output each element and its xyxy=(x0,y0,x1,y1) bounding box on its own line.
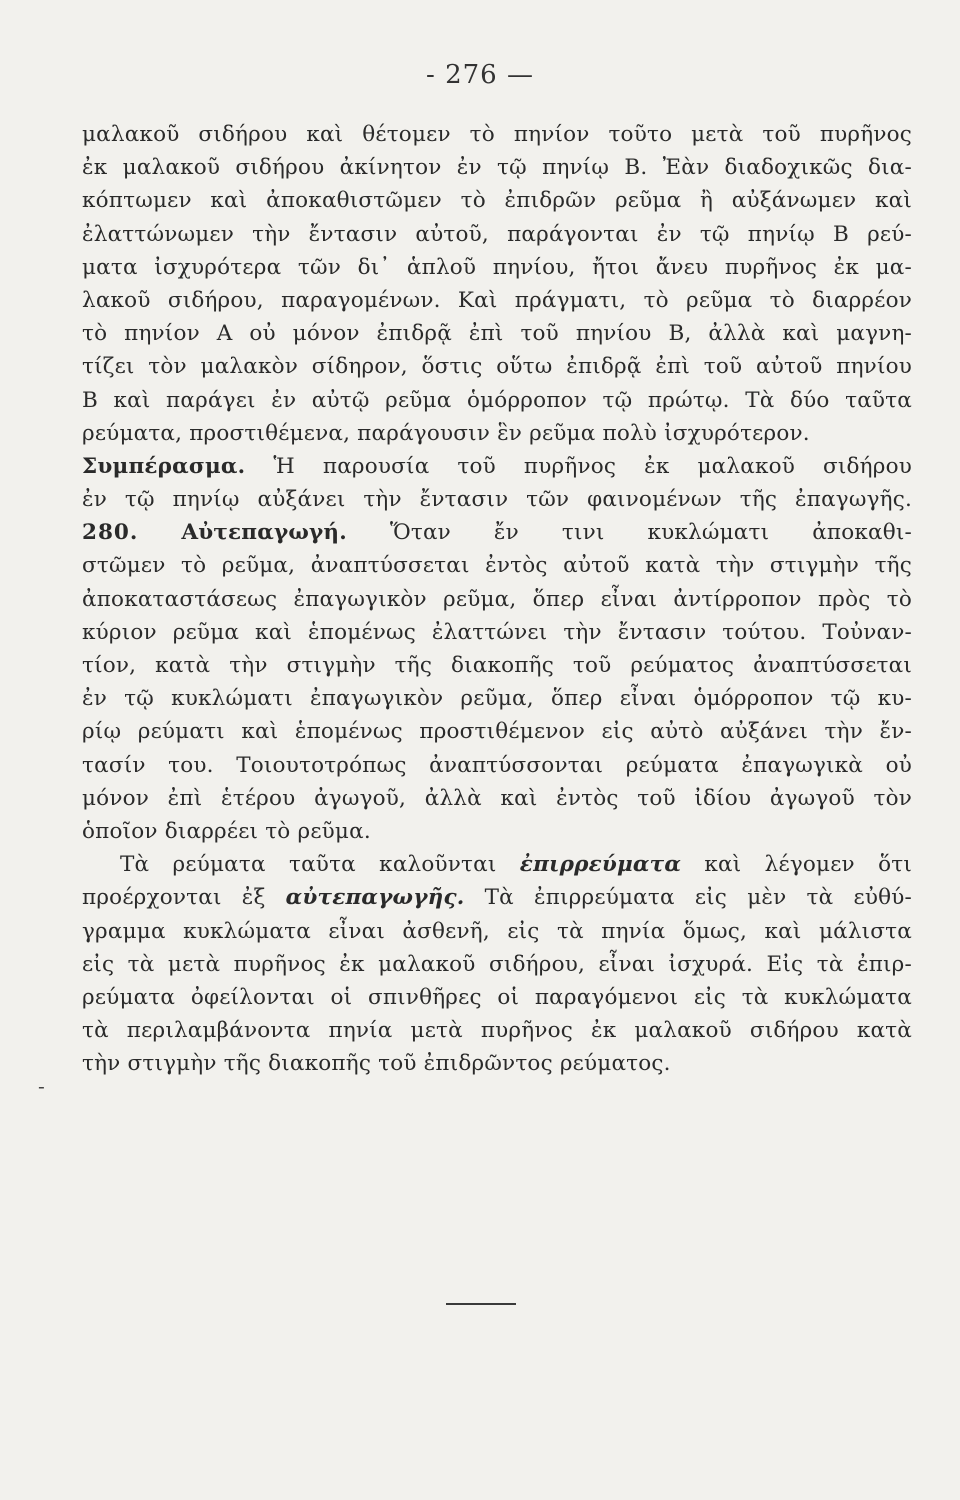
text-line: κύριον ρεῦμα καὶ ἑπομένως ἐλαττώνει τὴν ἔντασιν τούτου. Τοὐναν- xyxy=(82,619,912,645)
text-line: ρεύματα, προστιθέμενα, παράγουσιν ἓν ρεῦμα πολὺ ἰσχυρότερον. xyxy=(82,420,810,446)
section-heading-line xyxy=(82,516,912,549)
section-number: 280. xyxy=(82,520,139,546)
section-title: Αὐτεπαγωγή. xyxy=(181,520,347,546)
text-line: μόνον ἐπὶ ἑτέρου ἀγωγοῦ, ἀλλὰ καὶ ἐντὸς τοῦ ἰδίου ἀγωγοῦ τὸν xyxy=(82,785,912,811)
conclusion-heading: Συμπέρασμα. xyxy=(82,453,246,479)
text-line: τίζει τὸν μαλακὸν σίδηρον, ὅστις οὕτω ἐπιδρᾷ ἐπὶ τοῦ αὐτοῦ πηνίου xyxy=(82,354,912,380)
text-line: τασίν του. Τοιουτοτρόπως ἀναπτύσσονται ρεύματα ἐπαγωγικὰ οὐ xyxy=(82,752,912,778)
text-line: ἀποκαταστάσεως ἐπαγωγικὸν ρεῦμα, ὅπερ εἶναι ἀντίρροπον πρὸς τὸ xyxy=(82,586,912,612)
text-line: εἰς τὰ μετὰ πυρῆνος ἐκ μαλακοῦ σιδήρου, εἶναι ἰσχυρά. Εἰς τὰ ἐπιρ- xyxy=(82,951,912,977)
final-line-2 xyxy=(82,881,912,914)
text-line: στῶμεν τὸ ρεῦμα, ἀναπτύσσεται ἐντὸς αὐτοῦ κατὰ τὴν στιγμὴν τῆς xyxy=(82,553,912,579)
page-number: - 276 — xyxy=(426,60,534,90)
text-line: τὴν στιγμὴν τῆς διακοπῆς τοῦ ἐπιδρῶντος ρεύματος. xyxy=(82,1051,671,1077)
body-text xyxy=(82,118,912,1080)
text-line: ρεύματα ὀφείλονται οἱ σπινθῆρες οἱ παραγόμενοι εἰς τὰ κυκλώματα xyxy=(82,984,912,1010)
text-line: Β καὶ παράγει ἐν αὐτῷ ρεῦμα ὁμόρροπον τῷ πρώτῳ. Τὰ δύο ταῦτα xyxy=(82,387,912,413)
final-line-1 xyxy=(82,848,912,881)
text-line: γραμμα κυκλώματα εἶναι ἀσθενῆ, εἰς τὰ πηνία ὅμως, καὶ μάλιστα xyxy=(82,918,912,944)
section-text: Ὅταν ἔν τινι κυκλώματι ἀποκαθι- xyxy=(389,520,912,546)
margin-mark: - xyxy=(38,1074,45,1098)
conclusion-text: Ἡ παρουσία τοῦ πυρῆνος ἐκ μαλακοῦ σιδήρου xyxy=(273,453,912,479)
text-line: μαλακοῦ σιδήρου καὶ θέτομεν τὸ πηνίον τοῦτο μετὰ τοῦ πυρῆνος xyxy=(82,122,912,147)
text-line: λακοῦ σιδήρου, παραγομένων. Καὶ πράγματι, τὸ ρεῦμα τὸ διαρρέον xyxy=(82,287,912,313)
text-line: ὁποῖον διαρρέει τὸ ρεῦμα. xyxy=(82,818,371,844)
conclusion-line-2: ἐν τῷ πηνίῳ αὐξάνει τὴν ἔντασιν τῶν φαινομένων τῆς ἐπαγωγῆς. xyxy=(82,487,912,513)
text-line: ματα ἰσχυρότερα τῶν δι᾽ ἁπλοῦ πηνίου, ἤτοι ἄνευ πυρῆνος ἐκ μα- xyxy=(82,254,912,280)
final-text: Τὰ ἐπιρρεύματα εἰς μὲν τὰ εὐθύ- xyxy=(484,885,912,911)
text-line: ἐν τῷ κυκλώματι ἐπαγωγικὸν ρεῦμα, ὅπερ εἶναι ὁμόρροπον τῷ κυ- xyxy=(82,686,912,712)
text-line: ἐκ μαλακοῦ σιδήρου ἀκίνητον ἐν τῷ πηνίῳ Β. Ἐὰν διαδοχικῶς δια- xyxy=(82,155,912,181)
text-line: τὸ πηνίον Α οὐ μόνον ἐπιδρᾷ ἐπὶ τοῦ πηνίου Β, ἀλλὰ καὶ μαγνη- xyxy=(82,321,912,347)
end-rule xyxy=(446,1303,516,1305)
text-line: τίον, κατὰ τὴν στιγμὴν τῆς διακοπῆς τοῦ ρεύματος ἀναπτύσσεται xyxy=(82,653,912,678)
text-line: ρίῳ ρεύματι καὶ ἑπομένως προστιθέμενον εἰς αὐτὸ αὐξάνει τὴν ἔν- xyxy=(82,719,912,745)
final-text: προέρχονται ἐξ xyxy=(82,885,266,911)
text-line: τὰ περιλαμβάνοντα πηνία μετὰ πυρῆνος ἐκ μαλακοῦ σιδήρου κατὰ xyxy=(82,1018,912,1044)
final-text: καὶ λέγομεν ὅτι xyxy=(704,852,912,878)
text-line: ἐλαττώνωμεν τὴν ἔντασιν αὐτοῦ, παράγονται ἐν τῷ πηνίῳ Β ρεύ- xyxy=(82,221,912,247)
term-autepagogis: αὐτεπαγωγῆς. xyxy=(285,885,465,911)
text-line: κόπτωμεν καὶ ἀποκαθιστῶμεν τὸ ἐπιδρῶν ρεῦμα ἢ αὐξάνωμεν καὶ xyxy=(82,188,912,214)
term-epirreumata: ἐπιρρεύματα xyxy=(519,852,682,878)
conclusion-line xyxy=(82,450,912,483)
final-text: Τὰ ρεύματα ταῦτα καλοῦνται xyxy=(120,852,497,878)
